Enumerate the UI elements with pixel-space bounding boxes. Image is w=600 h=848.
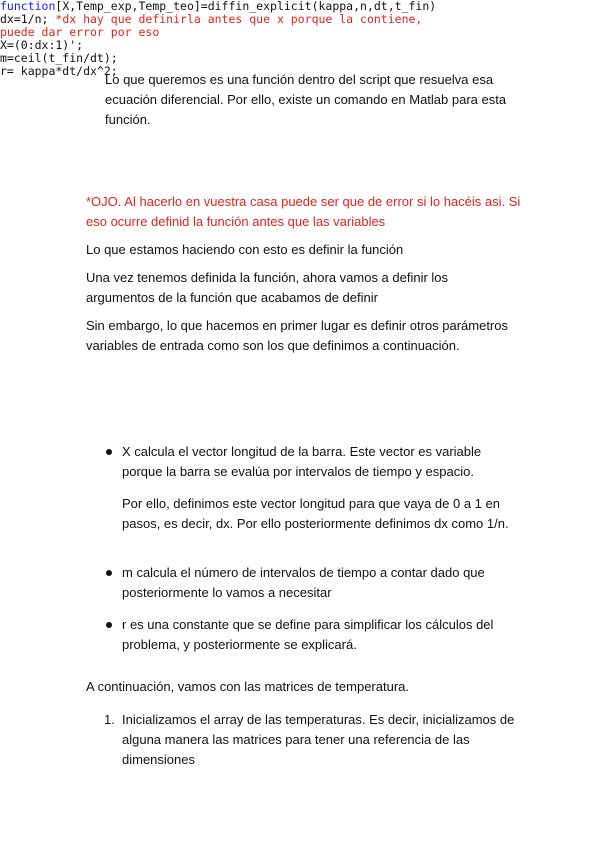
numbered-item-line-2: alguna manera las matrices para tener una referencia de las: [122, 732, 470, 747]
code-line-4: m=ceil(t_fin/dt);: [0, 51, 118, 65]
paragraph-parameters-line-2: variables de entrada como son los que definimos a continuación.: [86, 338, 460, 353]
bullet-m-line-1: m calcula el número de intervalos de tiempo a contar dado que: [122, 565, 485, 580]
warning-line-1: *OJO. Al hacerlo en vuestra casa puede ser que de error si lo hacéis asi. Si: [86, 194, 521, 209]
code-comment: *dx hay que definirla antes que x porque la contiene,: [55, 12, 423, 26]
bullet-r-line-2: problema, y posteriormente se explicará.: [122, 637, 357, 652]
bullet-x-line-1: X calcula el vector longitud de la barra. Este vector es variable: [122, 444, 482, 459]
warning-line-2: eso ocurre definid la función antes que las variables: [86, 214, 386, 229]
bullet-marker: [106, 449, 112, 455]
numbered-item-line-1: Inicializamos el array de las temperaturas. Es decir, inicializamos de: [122, 712, 515, 727]
bullet-x-subparagraph-line-2: pasos, es decir, dx. Por ello posteriormente definimos dx como 1/n.: [122, 516, 509, 531]
numbered-marker: 1.: [104, 712, 115, 727]
code-line-5: r= kappa*dt/dx^2;: [0, 64, 118, 78]
bullet-r-line-1: r es una constante que se define para simplificar los cálculos del: [122, 617, 494, 632]
intro-line-2: ecuación diferencial. Por ello, existe un comando en Matlab para esta: [105, 92, 507, 107]
bullet-x-line-2: porque la barra se evalúa por intervalos de tiempo y espacio.: [122, 464, 474, 479]
bullet-marker: [106, 570, 112, 576]
numbered-item-line-3: dimensiones: [122, 752, 195, 767]
intro-line-3: función.: [105, 112, 151, 127]
function-signature: [X,Temp_exp,Temp_teo]=diffin_explicit(kappa,n,dt,t_fin): [55, 0, 437, 13]
code-line-2: puede dar error por eso: [0, 25, 160, 39]
function-keyword: function: [0, 0, 56, 13]
paragraph-arguments-line-2: argumentos de la función que acabamos de definir: [86, 290, 378, 305]
bullet-x-subparagraph-line-1: Por ello, definimos este vector longitud para que vaya de 0 a 1 en: [122, 496, 500, 511]
intro-line-1: Lo que queremos es una función dentro del script que resuelva esa: [105, 72, 494, 87]
paragraph-arguments-line-1: Una vez tenemos definida la función, ahora vamos a definir los: [86, 270, 449, 285]
code-dx-assignment: dx=1/n;: [0, 12, 56, 26]
code-line-3: X=(0:dx:1)';: [0, 38, 84, 52]
paragraph-parameters-line-1: Sin embargo, lo que hacemos en primer lugar es definir otros parámetros: [86, 318, 508, 333]
code-block: [0, 13, 600, 78]
paragraph-define-function: Lo que estamos haciendo con esto es definir la función: [86, 242, 404, 257]
paragraph-matrices: A continuación, vamos con las matrices de temperatura.: [86, 679, 409, 694]
bullet-m-line-2: posteriormente lo vamos a necesitar: [122, 585, 332, 600]
bullet-marker: [106, 622, 112, 628]
